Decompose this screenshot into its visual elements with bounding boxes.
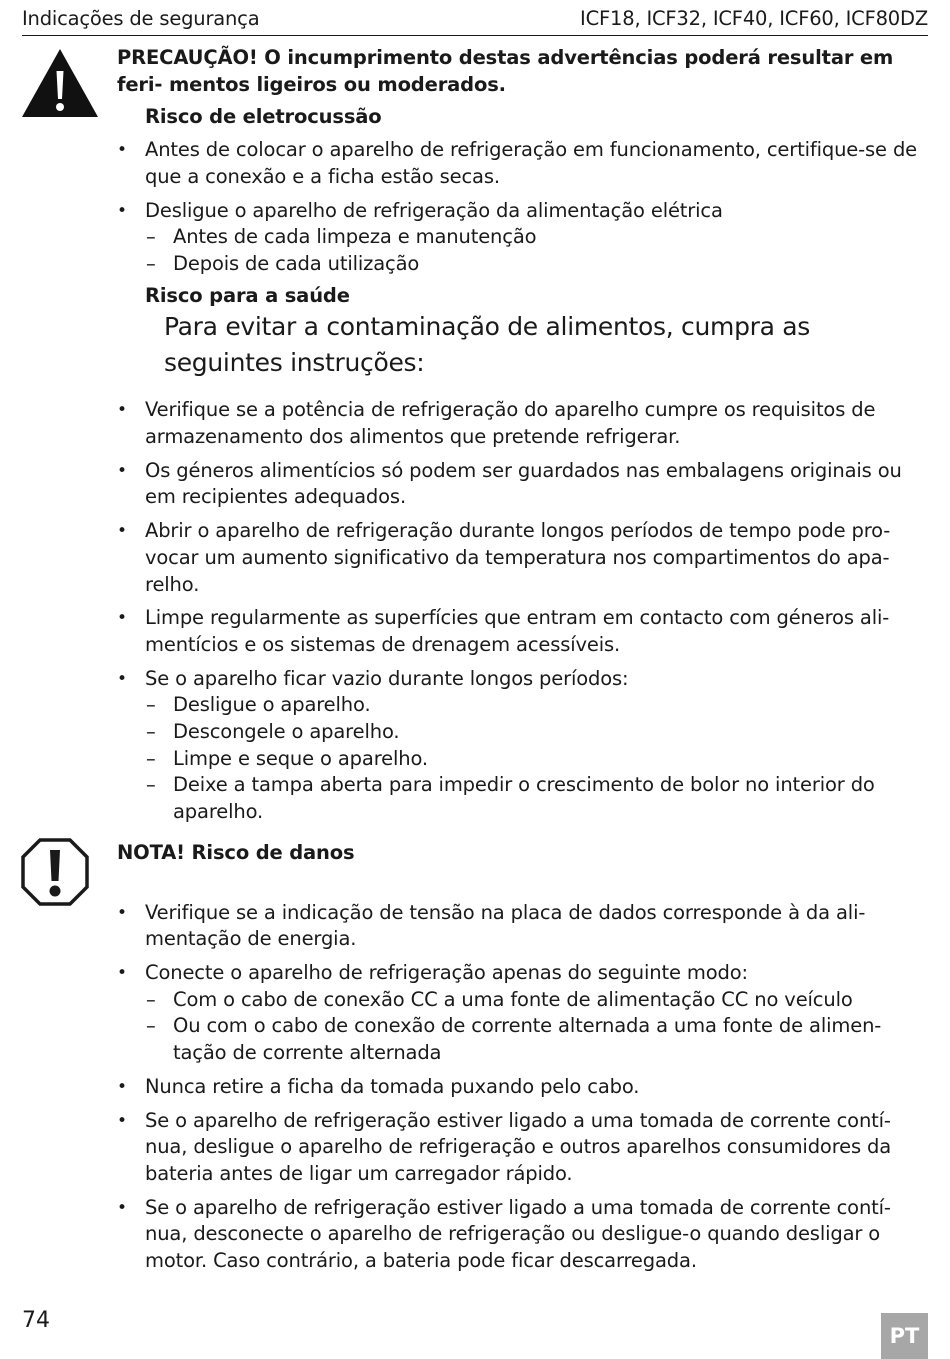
list-item: • Antes de colocar o aparelho de refrigeração em funcionamento, certifique-se de que a conexão e a ficha estão secas. <box>117 137 932 190</box>
sub-list-item: – Antes de cada limpeza e manutenção <box>145 224 932 251</box>
list-item: • Se o aparelho de refrigeração estiver ligado a uma tomada de corrente contí- nua, desligue o aparelho de refrigeração e outros aparelhos consumidores da bateria antes de ligar um carregador rápido. <box>117 1108 932 1188</box>
list-item: • Se o aparelho de refrigeração estiver ligado a uma tomada de corrente contí- nua, desconecte o aparelho de refrigeração ou desligue-o quando desligar o motor. Caso contrário, a bateria pode ficar descarregada. <box>117 1195 932 1275</box>
notice-title: NOTA! Risco de danos <box>117 840 355 864</box>
electrocution-heading: Risco de eletrocussão <box>145 105 382 129</box>
health-intro: Para evitar a contaminação de alimentos, cumpra as seguintes instruções: <box>164 312 811 378</box>
page-number: 74 <box>22 1308 50 1333</box>
sub-list-item: – Deixe a tampa aberta para impedir o crescimento de bolor no interior do aparelho. <box>145 772 932 825</box>
safety-content <box>117 45 932 1282</box>
language-badge: PT <box>881 1313 928 1359</box>
sub-list-item: – Com o cabo de conexão CC a uma fonte de alimentação CC no veículo <box>145 987 932 1014</box>
section-title: Indicações de segurança <box>22 7 260 30</box>
health-heading: Risco para a saúde <box>145 283 350 307</box>
list-item: • Se o aparelho ficar vazio durante longos períodos: – Desligue o aparelho. – Descongele o aparelho. – Limpe e seque o aparelho. – Deixe a tampa aberta para impedir o crescimento de bolor no interior do aparelho. <box>117 666 932 826</box>
sub-list <box>145 692 932 826</box>
notice-list <box>117 900 932 1275</box>
list-item: • Desligue o aparelho de refrigeração da alimentação elétrica – Antes de cada limpeza e manutenção – Depois de cada utilização <box>117 198 932 278</box>
health-list <box>117 397 932 826</box>
list-item: • Abrir o aparelho de refrigeração durante longos períodos de tempo pode pro- vocar um aumento significativo da temperatura nos compartimentos do apa- relho. <box>117 518 932 598</box>
exclamation-octagon-icon <box>20 836 90 908</box>
list-item: • Limpe regularmente as superfícies que entram em contacto com géneros ali- mentícios e os sistemas de drenagem acessíveis. <box>117 605 932 658</box>
sub-list-item: – Limpe e seque o aparelho. <box>145 746 932 773</box>
page-header <box>22 7 928 36</box>
sub-list-item: – Descongele o aparelho. <box>145 719 932 746</box>
sub-list <box>145 224 932 277</box>
warning-triangle-icon <box>20 47 100 119</box>
sub-list-item: – Desligue o aparelho. <box>145 692 932 719</box>
model-list: ICF18, ICF32, ICF40, ICF60, ICF80DZ <box>580 7 928 30</box>
electrocution-list <box>117 137 932 278</box>
sub-list <box>145 987 932 1067</box>
list-item: • Nunca retire a ficha da tomada puxando pelo cabo. <box>117 1074 932 1101</box>
list-item: • Verifique se a potência de refrigeração do aparelho cumpre os requisitos de armazenamento dos alimentos que pretende refrigerar. <box>117 397 932 450</box>
caution-title: PRECAUÇÃO! O incumprimento destas advertências poderá resultar em feri- mentos ligeiros ou moderados. <box>117 46 894 96</box>
list-item: • Os géneros alimentícios só podem ser guardados nas embalagens originais ou em recipientes adequados. <box>117 458 932 511</box>
list-item: • Verifique se a indicação de tensão na placa de dados corresponde à da ali- mentação de energia. <box>117 900 932 953</box>
list-item: • Conecte o aparelho de refrigeração apenas do seguinte modo: – Com o cabo de conexão CC a uma fonte de alimentação CC no veículo – Ou com o cabo de conexão de corrente alternada a uma fonte de alimen- tação de corrente alternada <box>117 960 932 1067</box>
sub-list-item: – Depois de cada utilização <box>145 251 932 278</box>
sub-list-item: – Ou com o cabo de conexão de corrente alternada a uma fonte de alimen- tação de corrente alternada <box>145 1013 932 1066</box>
